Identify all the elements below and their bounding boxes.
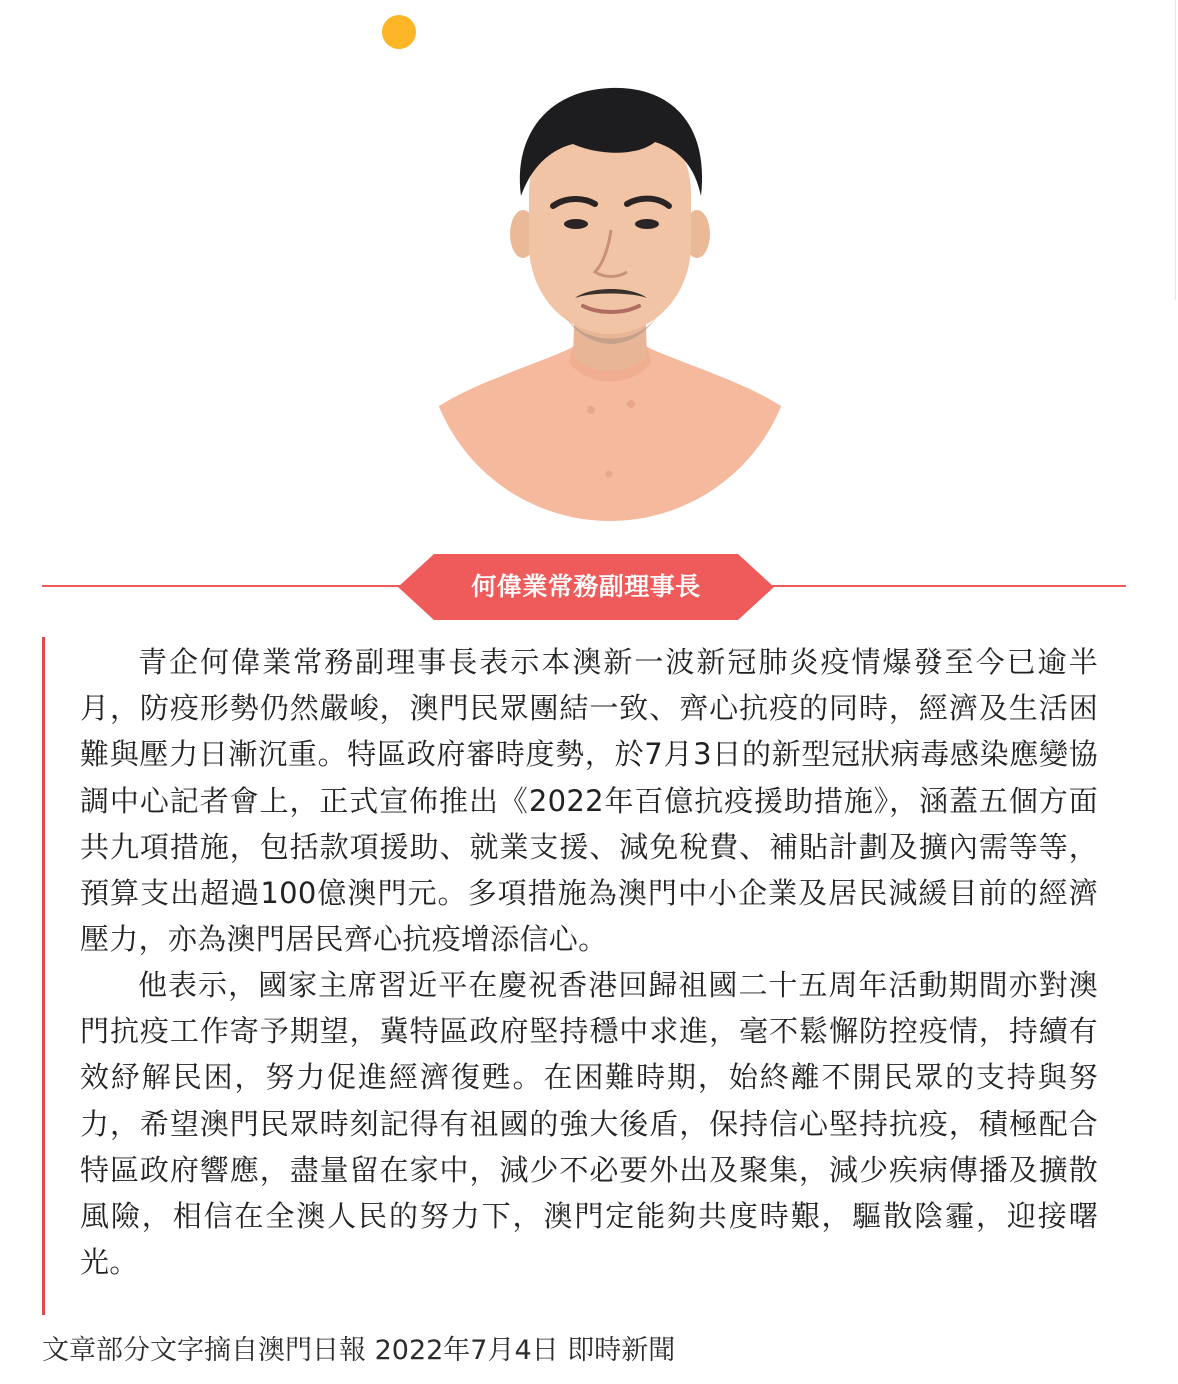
portrait-illustration bbox=[425, 84, 795, 521]
profile-portrait bbox=[425, 84, 795, 521]
name-title-banner bbox=[398, 554, 774, 620]
article-paragraph: 青企何偉業常務副理事長表示本澳新一波新冠肺炎疫情爆發至今已逾半月，防疫形勢仍然嚴峻，澳門民眾團結一致、齊心抗疫的同時，經濟及生活困難與壓力日漸沉重。特區政府審時度勢，於7月3日的新型冠狀病毒感染應變協調中心記者會上，正式宣佈推出《2022年百億抗疫援助措施》，涵蓋五個方面共九項措施，包括款項援助、就業支援、減免稅費、補貼計劃及擴內需等等，預算支出超過100億澳門元。多項措施為澳門中小企業及居民減緩目前的經濟壓力，亦為澳門居民齊心抗疫增添信心。 bbox=[80, 645, 1098, 957]
decorative-yellow-dot bbox=[382, 15, 416, 49]
right-edge-divider bbox=[1175, 0, 1176, 300]
article-paragraph: 他表示，國家主席習近平在慶祝香港回歸祖國二十五周年活動期間亦對澳門抗疫工作寄予期望，冀特區政府堅持穩中求進，毫不鬆懈防控疫情，持續有效紓解民困，努力促進經濟復甦。在困難時期，始終離不開民眾的支持與努力，希望澳門民眾時刻記得有祖國的強大後盾，保持信心堅持抗疫，積極配合特區政府響應，盡量留在家中，減少不必要外出及聚集，減少疾病傳播及擴散風險，相信在全澳人民的努力下，澳門定能夠共度時艱，驅散陰霾，迎接曙光。 bbox=[80, 968, 1098, 1280]
source-note: 文章部分文字摘自澳門日報 2022年7月4日 即時新聞 bbox=[42, 1335, 676, 1366]
name-title-text: 何偉業常務副理事長 bbox=[471, 572, 701, 601]
article-quote-block bbox=[42, 637, 1102, 1315]
